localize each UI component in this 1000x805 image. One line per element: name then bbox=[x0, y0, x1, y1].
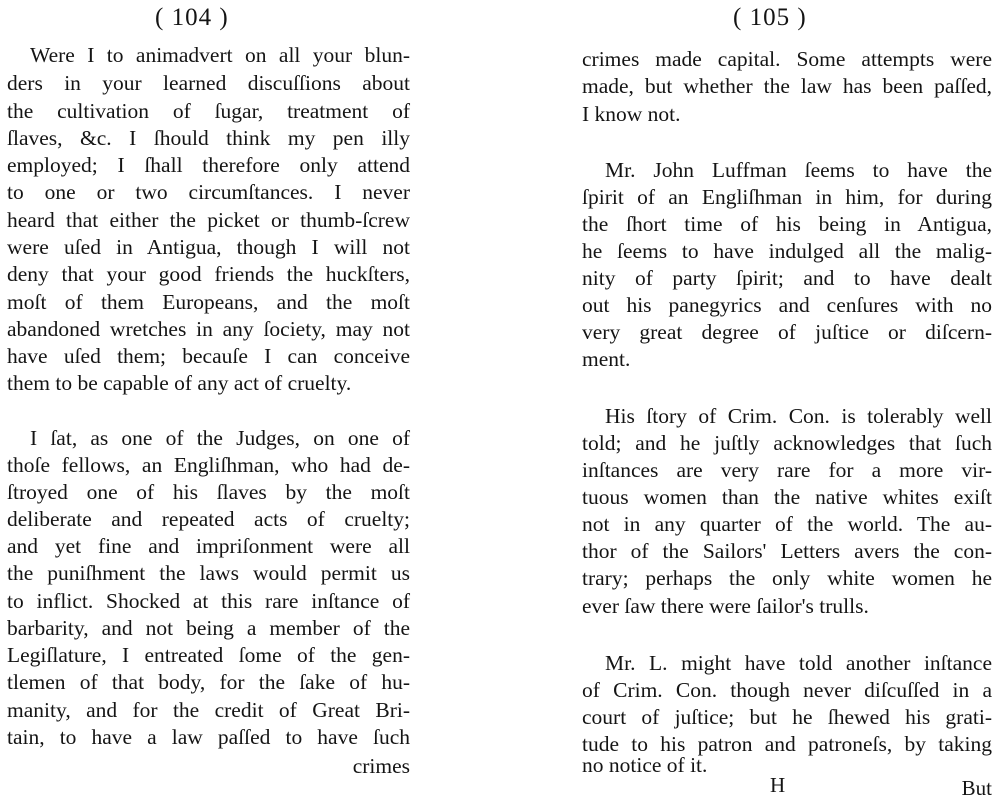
text-line: ever ſaw there were ſailor's trulls. bbox=[582, 594, 869, 618]
text-line: them to be capable of any act of cruelty. bbox=[7, 371, 352, 395]
text-line: barbarity, and not being a member of the bbox=[7, 616, 410, 640]
text-line: ment. bbox=[582, 347, 631, 371]
page-number: ( 104 ) bbox=[155, 4, 229, 31]
text-line: made, but whether the law has been paſſed, bbox=[582, 74, 992, 98]
text-line: ſpirit of an Engliſhman in him, for during bbox=[582, 185, 992, 209]
text-line: no notice of it. bbox=[582, 753, 708, 777]
text-line: trary; perhaps the only white women he bbox=[582, 566, 992, 590]
signature-mark: H bbox=[770, 773, 786, 797]
text-line: were uſed in Antigua, though I will not bbox=[7, 235, 410, 259]
text-line: tude to his patron and patroneſs, by taking bbox=[582, 732, 992, 756]
text-line: he ſeems to have indulged all the malig- bbox=[582, 239, 992, 263]
text-line: Mr. John Luffman ſeems to have the bbox=[605, 158, 992, 182]
text-line: the ſhort time of his being in Antigua, bbox=[582, 212, 992, 236]
text-line: to one or two circumſtances. I never bbox=[7, 180, 410, 204]
text-line: tlemen of that body, for the ſake of hu- bbox=[7, 670, 410, 694]
text-line: crimes made capital. Some attempts were bbox=[582, 47, 992, 71]
text-line: to inflict. Shocked at this rare inſtance of bbox=[7, 589, 410, 613]
text-line: thor of the Sailors' Letters avers the con- bbox=[582, 539, 992, 563]
text-line: inſtances are very rare for a more vir- bbox=[582, 458, 992, 482]
text-line: His ſtory of Crim. Con. is tolerably well bbox=[605, 404, 992, 428]
text-line: ſtroyed one of his ſlaves by the moſt bbox=[7, 480, 410, 504]
text-line: out his panegyrics and cenſures with no bbox=[582, 293, 992, 317]
text-line: thoſe fellows, an Engliſhman, who had de- bbox=[7, 453, 410, 477]
text-line: have uſed them; becauſe I can conceive bbox=[7, 344, 410, 368]
text-line: heard that either the picket or thumb-ſcrew bbox=[7, 208, 410, 232]
right-page bbox=[500, 0, 1000, 805]
text-line: the puniſhment the laws would permit us bbox=[7, 561, 410, 585]
text-line: Were I to animadvert on all your blun- bbox=[30, 43, 410, 67]
text-line: moſt of them Europeans, and the moſt bbox=[7, 290, 410, 314]
text-line: very great degree of juſtice or diſcern- bbox=[582, 320, 992, 344]
text-line: court of juſtice; but he ſhewed his grati- bbox=[582, 705, 992, 729]
text-line: told; and he juſtly acknowledges that ſuch bbox=[582, 431, 992, 455]
text-line: deliberate and repeated acts of cruelty; bbox=[7, 507, 410, 531]
text-line: manity, and for the credit of Great Bri- bbox=[7, 698, 410, 722]
text-line: I ſat, as one of the Judges, on one of bbox=[30, 426, 410, 450]
catchword: crimes bbox=[352, 754, 410, 778]
text-line: Mr. L. might have told another inſtance bbox=[605, 651, 992, 675]
text-line: of Crim. Con. though never diſcuſſed in a bbox=[582, 678, 992, 702]
text-line: Legiſlature, I entreated ſome of the gen- bbox=[7, 643, 410, 667]
text-line: and yet fine and impriſonment were all bbox=[7, 534, 410, 558]
text-line: not in any quarter of the world. The au- bbox=[582, 512, 992, 536]
text-line: deny that your good friends the huckſters, bbox=[7, 262, 410, 286]
text-line: ſlaves, &c. I ſhould think my pen illy bbox=[7, 126, 410, 150]
text-line: nity of party ſpirit; and to have dealt bbox=[582, 266, 992, 290]
page-number: ( 105 ) bbox=[733, 4, 807, 31]
text-line: the cultivation of ſugar, treatment of bbox=[7, 99, 410, 123]
text-line: tuous women than the native whites exiſt bbox=[582, 485, 992, 509]
text-line: tain, to have a law paſſed to have ſuch bbox=[7, 725, 410, 749]
text-line: employed; I ſhall therefore only attend bbox=[7, 153, 410, 177]
text-line: abandoned wretches in any ſociety, may not bbox=[7, 317, 410, 341]
catchword: But bbox=[961, 776, 992, 800]
text-line: I know not. bbox=[582, 102, 681, 126]
text-line: ders in your learned discuſſions about bbox=[7, 71, 410, 95]
